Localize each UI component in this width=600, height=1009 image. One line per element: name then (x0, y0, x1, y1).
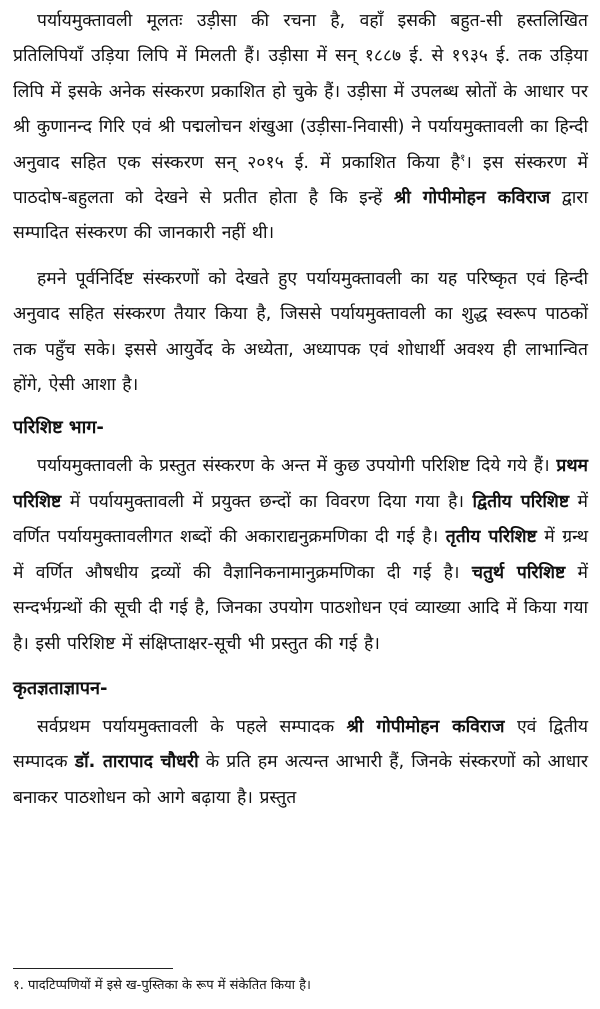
acknowledgement-paragraph (13, 710, 588, 816)
paragraph-text: । इस संस्करण में पाठदोष-बहुलता को देखने से प्रतीत होता है कि इन्हें (13, 152, 588, 209)
paragraph-text: एवं द्वितीय सम्पादक (13, 716, 588, 773)
appendix-3-bold: तृतीय परिशिष्ट (445, 527, 537, 548)
edition-paragraph (13, 262, 588, 404)
section-heading-acknowledgement: कृतज्ञताज्ञापन- (13, 677, 108, 699)
editor-2-bold: डॉ. तारापाद चौधरी (74, 752, 199, 773)
paragraph-text: पर्यायमुक्तावली मूलतः उड़ीसा की रचना है, वहाँ इसकी बहुत-सी हस्तलिखित प्रतिलिपियाँ उड़िया लिपि में मिलती हैं। उड़ीसा में सन् १८८७ ई. से १९३५ ई. तक उड़िया लिपि में इसके अनेक संस्करण प्रकाशित हो चुके हैं। उड़ीसा में उपलब्ध स्रोतों के आधार पर श्री कुणानन्द गिरि एवं श्री पद्मलोचन शंखुआ (उड़ीसा-निवासी) ने पर्यायमुक्तावली का हिन्दी अनुवाद सहित एक संस्करण सन् २०१५ ई. में प्रकाशित किया है (13, 11, 588, 173)
footnote-divider (13, 968, 173, 969)
paragraph-text: हमने पूर्वनिर्दिष्ट संस्करणों को देखते हुए पर्यायमुक्तावली का यह परिष्कृत एवं हिन्दी अनुवाद सहित संस्करण तैयार किया है, जिससे पर्यायमुक्तावली का शुद्ध स्वरूप पाठकों तक पहुँच सके। इससे आयुर्वेद के अध्येता, अध्यापक एवं शोधार्थी अवश्य ही लाभान्वित होंगे, ऐसी आशा है। (13, 268, 588, 396)
paragraph-text: पर्यायमुक्तावली के प्रस्तुत संस्करण के अन्त में कुछ उपयोगी परिशिष्ट दिये गये हैं। (37, 456, 557, 477)
editor-name-bold: श्री गोपीमोहन कविराज (393, 188, 551, 209)
paragraph-text: सर्वप्रथम पर्यायमुक्तावली के पहले सम्पादक (37, 716, 347, 737)
paragraph-text: में पर्यायमुक्तावली में प्रयुक्त छन्दों का विवरण दिया गया है। (61, 491, 473, 512)
section-heading-appendix: परिशिष्ट भाग- (13, 417, 104, 439)
appendix-2-bold: द्वितीय परिशिष्ट (472, 491, 570, 512)
footnote-reference: १ (460, 152, 466, 164)
footnote: १. पादटिप्पणियों में इसे ख-पुस्तिका के रूप में संकेतित किया है। (13, 978, 311, 993)
appendix-1-bold: प्रथम परिशिष्ट (13, 456, 588, 512)
paragraph-text: में वर्णित पर्यायमुक्तावलीगत शब्दों की अकाराद्यनुक्रमणिका दी गई है। (13, 491, 588, 548)
paragraph-text: के प्रति हम अत्यन्त आभारी हैं, जिनके संस्करणों को आधार बनाकर पाठशोधन को आगे बढ़ाया है। प्रस्तुत (13, 752, 588, 808)
paragraph-text: द्वारा सम्पादित संस्करण की जानकारी नहीं थी। (13, 188, 588, 244)
paragraph-text: में सन्दर्भग्रन्थों की सूची दी गई है, जिनका उपयोग पाठशोधन एवं व्याख्या आदि में किया गया है। इसी परिशिष्ट में संक्षिप्ताक्षर-सूची भी प्रस्तुत की गई है। (13, 562, 588, 654)
appendix-4-bold: चतुर्थ परिशिष्ट (471, 562, 566, 583)
paragraph-text: में ग्रन्थ में वर्णित औषधीय द्रव्यों की वैज्ञानिकनामानुक्रमणिका दी गई है। (13, 527, 588, 583)
appendix-paragraph (13, 449, 588, 661)
editor-1-bold: श्री गोपीमोहन कविराज (346, 716, 505, 737)
intro-paragraph (13, 4, 588, 252)
